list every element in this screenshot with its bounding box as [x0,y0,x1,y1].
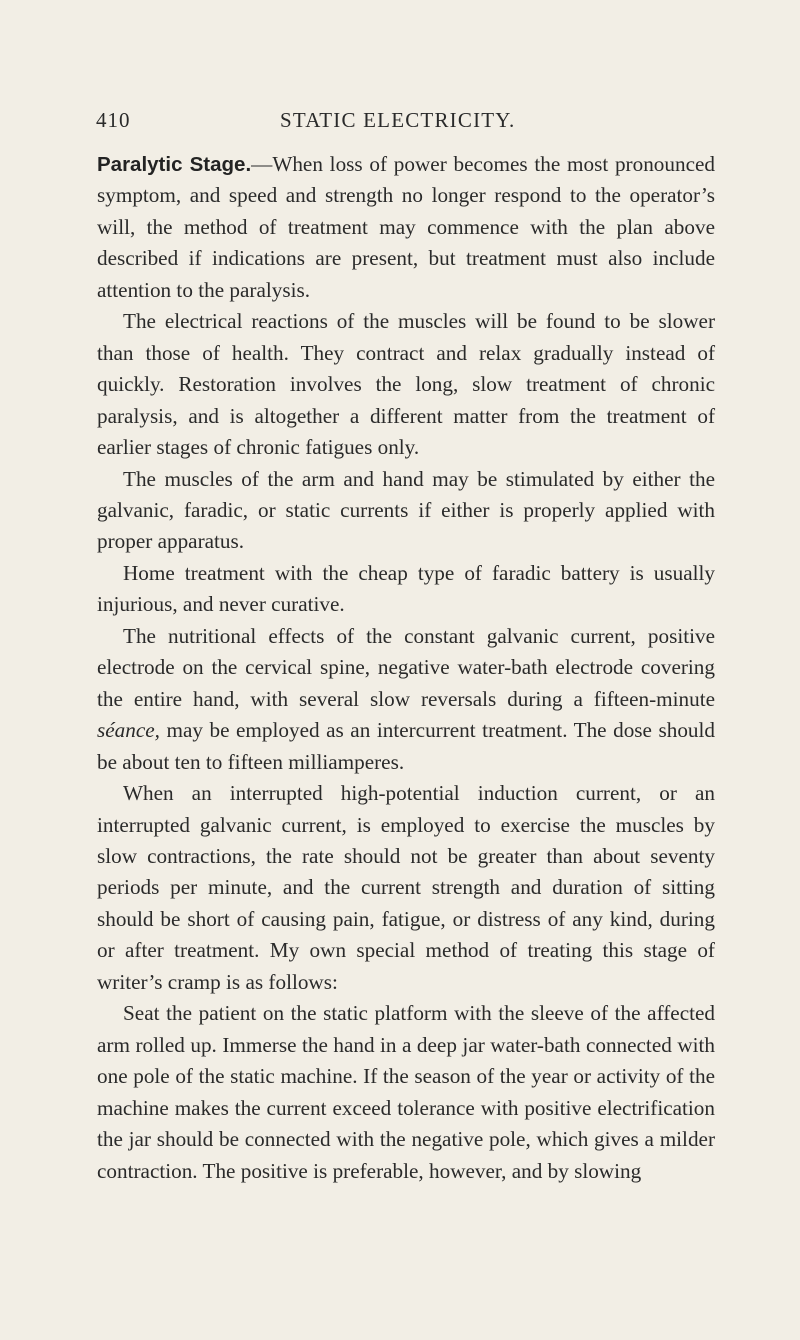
paragraph-paralytic-stage [97,149,715,306]
section-run-in-heading: Paralytic Stage. [97,153,252,176]
paragraph-home-treatment: Home treatment with the cheap type of faradic battery is usually injurious, and never curative. [97,560,715,617]
paragraph-text: —When loss of power becomes the most pronounced symptom, and speed and strength no longer respond to the operator’s will, the method of treatment may commence with the plan above described if indications are present, but treatment must also include attention to the paralysis. [97,152,715,302]
paragraph-muscle-stimulation: The muscles of the arm and hand may be stimulated by either the galvanic, faradic, or static currents if either is properly applied with proper apparatus. [97,466,715,554]
page-number: 410 [96,108,131,132]
paragraph-text: The nutritional effects of the constant galvanic current, positive electrode on the cervical spine, negative water-bath electrode covering the entire hand, with several slow reversals during a fifteen-minute [97,623,715,711]
paragraph-nutritional-effects [97,621,715,778]
paragraph-interrupted-current: When an interrupted high-potential induction current, or an interrupted galvanic current, is employed to exercise the muscles by slow contractions, the rate should not be greater than about seventy periods per minute, and the current strength and duration of sitting should be short of causing pain, fatigue, or distress of any kind, during or after treatment. My own special method of treating this stage of writer’s cramp is as follows: [97,781,715,994]
italic-term: séance, [97,718,160,743]
paragraph-electrical-reactions: The electrical reactions of the muscles will be found to be slower than those of health. They contract and relax gradually instead of quickly. Restoration involves the long, slow treatment of chronic paralysis, and is altogether a different matter from the treatment of earlier stages of chronic fatigues only. [97,309,715,460]
running-title: STATIC ELECTRICITY. [280,108,516,132]
paragraph-static-platform-method: Seat the patient on the static platform with the sleeve of the affected arm rolled up. Immerse the hand in a deep jar water-bath connected with one pole of the static machine. If the season of the year or activity of the machine makes the current exceed tolerance with positive electrification the jar should be connected with the negative pole, which gives a milder contraction. The positive is preferable, however, and by slowing [97,1001,715,1183]
paragraph-text: may be employed as an intercurrent treatment. The dose should be about ten to fifteen milliamperes. [97,718,715,774]
running-head [96,108,716,138]
body-text [97,149,715,1187]
